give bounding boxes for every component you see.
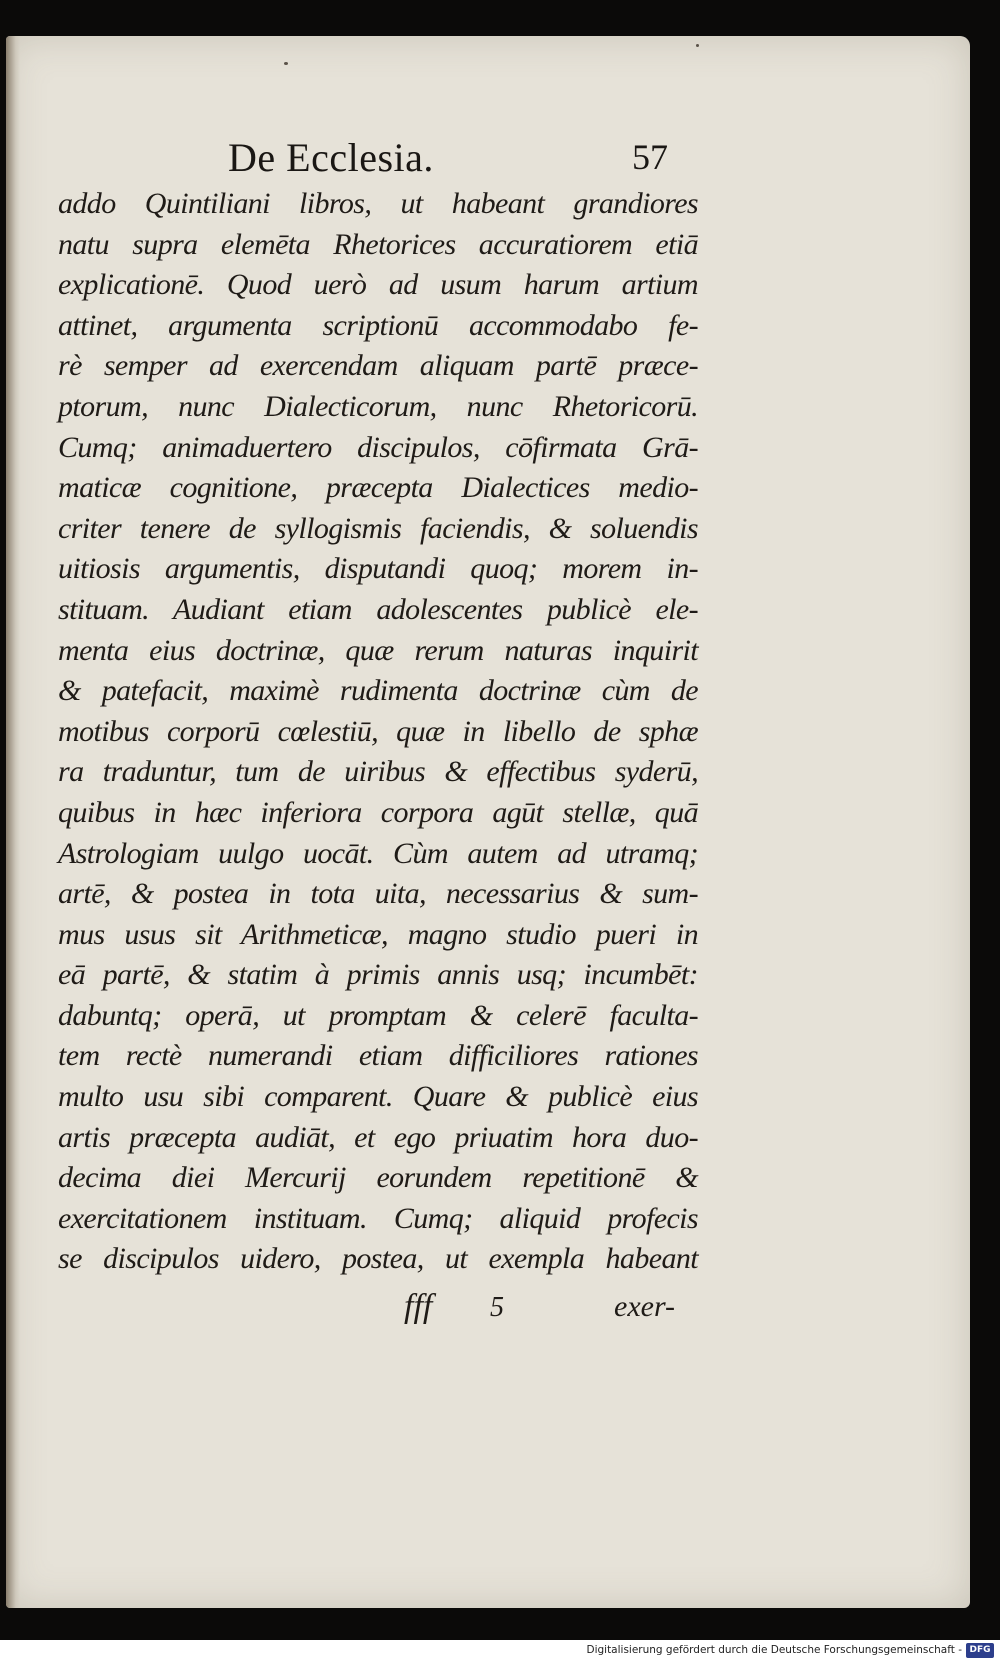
body-text xyxy=(58,184,698,1280)
text-line: menta eius doctrinæ, quæ rerum naturas inquirit xyxy=(58,633,698,667)
text-line: ra traduntur, tum de uiribus & effectibus syderū, xyxy=(58,755,698,789)
text-line: artis præcepta audiāt, et ego priuatim hora duo- xyxy=(58,1120,698,1154)
text-line: ptorum, nunc Dialecticorum, nunc Rhetoricorū. xyxy=(58,389,698,423)
dfg-logo: DFG xyxy=(966,1643,994,1658)
text-line: addo Quintiliani libros, ut habeant grandiores xyxy=(58,187,698,220)
paper-speck xyxy=(284,62,288,65)
signature-number: 5 xyxy=(490,1292,504,1323)
text-line: explicationē. Quod uerò ad usum harum artium xyxy=(58,268,698,302)
catchword: exer- xyxy=(614,1290,676,1323)
text-line: & patefacit, maximè rudimenta doctrinæ cùm de xyxy=(58,674,698,708)
text-line: decima diei Mercurij eorundem repetitionē & xyxy=(58,1161,698,1195)
text-line: artē, & postea in tota uita, necessarius & sum- xyxy=(58,877,698,911)
text-line: quibus in hæc inferiora corpora agūt stellæ, quā xyxy=(58,795,698,829)
text-line: Astrologiam uulgo uocāt. Cùm autem ad utramq; xyxy=(58,836,698,870)
text-line: multo usu sibi comparent. Quare & publicè eius xyxy=(58,1080,698,1114)
text-line: criter tenere de syllogismis faciendis, & soluendis xyxy=(58,511,698,545)
page-footer xyxy=(404,1288,694,1332)
signature-mark: fff xyxy=(404,1288,433,1325)
credit-bar xyxy=(0,1640,1000,1662)
text-line: motibus corporū cœlestiū, quæ in libello de sphæ xyxy=(58,714,698,748)
text-line: exercitationem instituam. Cumq; aliquid profecis xyxy=(58,1201,698,1235)
text-line: mus usus sit Arithmeticæ, magno studio pueri in xyxy=(58,917,698,951)
text-line: uitiosis argumentis, disputandi quoq; morem in- xyxy=(58,552,698,586)
text-line: dabuntq; operā, ut promptam & celerē faculta- xyxy=(58,998,698,1032)
text-line: stituam. Audiant etiam adolescentes publicè ele- xyxy=(58,592,698,626)
paper-speck xyxy=(696,44,699,47)
text-line: Cumq; animaduertero discipulos, cōfirmata Grā- xyxy=(58,430,698,464)
text-line: attinet, argumenta scriptionū accommodabo fe- xyxy=(58,308,698,342)
text-line: eā partē, & statim à primis annis usq; incumbēt: xyxy=(58,958,698,992)
text-line: natu supra elemēta Rhetorices accuratiorem etiā xyxy=(58,227,698,261)
running-title: De Ecclesia. xyxy=(228,135,434,180)
text-line: tem rectè numerandi etiam difficiliores rationes xyxy=(58,1039,698,1073)
text-line: se discipulos uidero, postea, ut exempla habeant xyxy=(58,1242,698,1276)
page-header xyxy=(228,134,678,184)
page-number: 57 xyxy=(632,137,668,177)
page-gutter-edge xyxy=(6,36,20,1608)
text-line: maticæ cognitione, præcepta Dialectices medio- xyxy=(58,471,698,505)
text-line: rè semper ad exercendam aliquam partē præce- xyxy=(58,349,698,383)
credit-text: Digitalisierung gefördert durch die Deutsche Forschungsgemeinschaft - xyxy=(586,1644,962,1656)
